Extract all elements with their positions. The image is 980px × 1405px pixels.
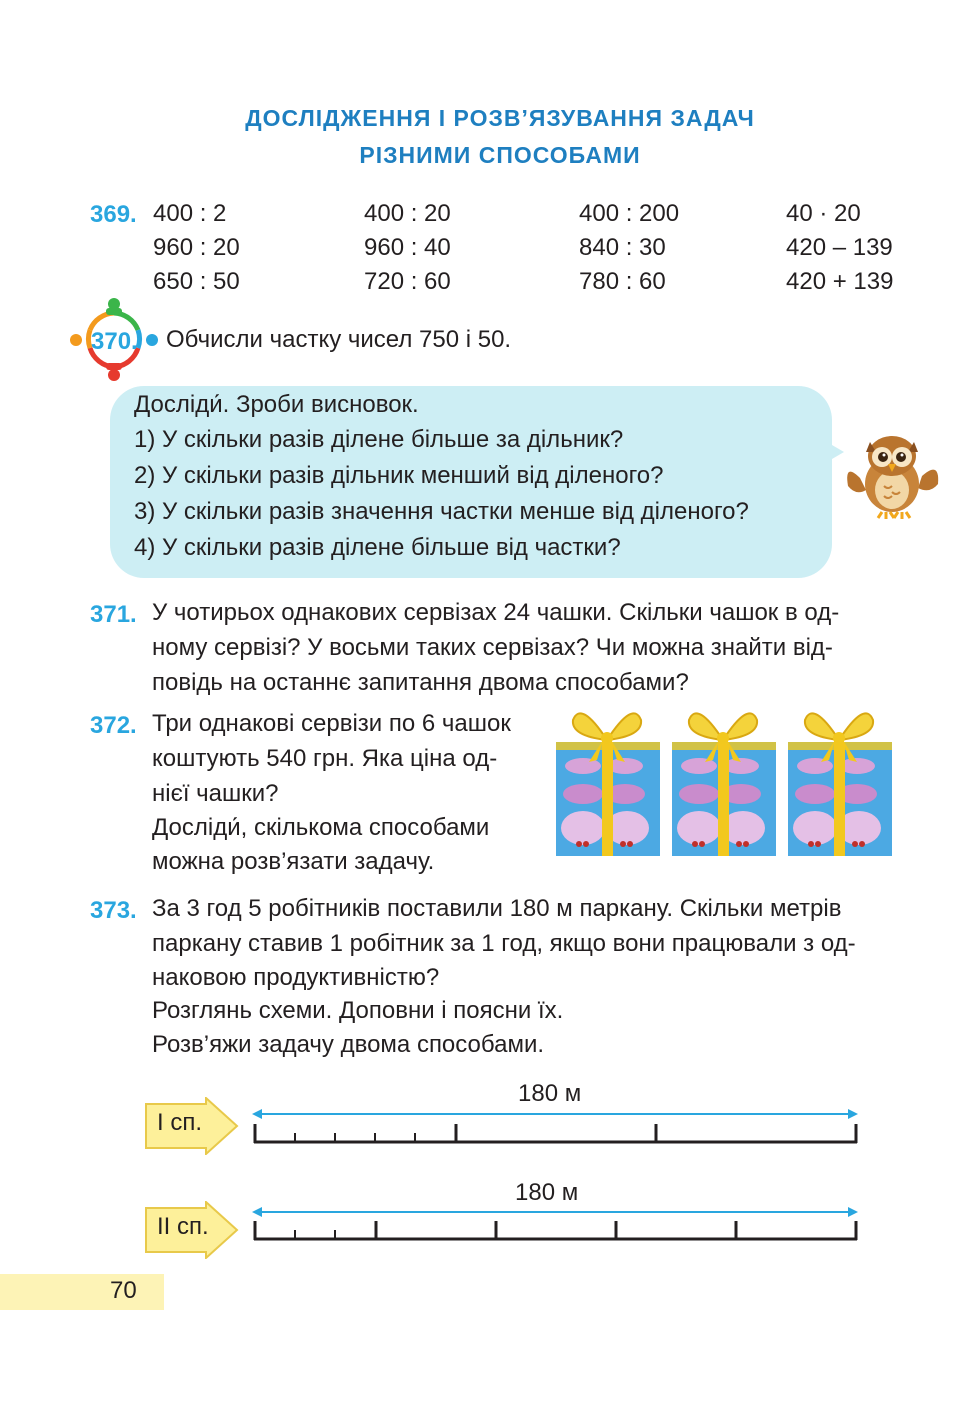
expression: 40 · 20 (786, 200, 861, 227)
exercise-373-line: Розглянь схеми. Доповни і поясни їх. (152, 997, 564, 1024)
expression: 650 : 50 (153, 268, 240, 295)
speech-bubble-tail (820, 438, 844, 466)
expression: 720 : 60 (364, 268, 451, 295)
owl-icon (842, 432, 942, 520)
expression: 400 : 20 (364, 200, 451, 227)
exercise-371-line: ному сервізі? У восьми таких сервізах? Чи можна знайти від- (152, 634, 833, 661)
bubble-question-1: 1) У скільки разів ділене більше за дільник? (134, 426, 624, 453)
tea-set-gift-boxes-image (553, 706, 898, 858)
bubble-intro: Досліди́. Зроби висновок. (134, 391, 419, 418)
scheme-2-segment-diagram (248, 1203, 864, 1243)
expression: 420 + 139 (786, 268, 894, 295)
scheme-1-segment-diagram (248, 1105, 864, 1145)
exercise-372-line: можна розв’язати задачу. (152, 848, 435, 875)
exercise-372-number: 372. (90, 712, 137, 739)
expression: 400 : 2 (153, 200, 227, 227)
exercise-370-number: 370. (91, 328, 138, 355)
exercise-370-text: Обчисли частку чисел 750 і 50. (166, 326, 512, 353)
expression: 960 : 40 (364, 234, 451, 261)
exercise-371-line: повідь на останнє запитання двома способами? (152, 669, 689, 696)
exercise-372-line: нієї чашки? (152, 780, 279, 807)
exercise-373-line: паркану ставив 1 робітник за 1 год, якщо вони працювали з од- (152, 930, 856, 957)
bubble-question-2: 2) У скільки разів дільник менший від діленого? (134, 462, 664, 489)
scheme-2-label: ІІ сп. (157, 1213, 209, 1240)
scheme-2-length-label: 180 м (515, 1179, 579, 1206)
expression: 960 : 20 (153, 234, 240, 261)
exercise-373-line: За 3 год 5 робітників поставили 180 м паркану. Скільки метрів (152, 895, 842, 922)
page-heading-line1: ДОСЛІДЖЕННЯ І РОЗВ’ЯЗУВАННЯ ЗАДАЧ (245, 105, 755, 131)
page-number: 70 (110, 1277, 137, 1304)
exercise-372-line: коштують 540 грн. Яка ціна од- (152, 745, 498, 772)
exercise-373-line: наковою продуктивністю? (152, 964, 440, 991)
exercise-373-line: Розв’яжи задачу двома способами. (152, 1031, 545, 1058)
expression: 400 : 200 (579, 200, 680, 227)
expression: 840 : 30 (579, 234, 666, 261)
expression: 780 : 60 (579, 268, 666, 295)
exercise-369-number: 369. (90, 201, 137, 228)
exercise-373-number: 373. (90, 897, 137, 924)
scheme-1-label: І сп. (157, 1109, 202, 1136)
bubble-question-3: 3) У скільки разів значення частки менше від діленого? (134, 498, 749, 525)
page-heading-line2: РІЗНИМИ СПОСОБАМИ (359, 142, 641, 168)
bubble-question-4: 4) У скільки разів ділене більше від частки? (134, 534, 621, 561)
exercise-371-line: У чотирьох однакових сервізах 24 чашки. Скільки чашок в од- (152, 599, 840, 626)
scheme-1-length-label: 180 м (518, 1080, 582, 1107)
page-number-tab (0, 1274, 164, 1310)
expression: 420 – 139 (786, 234, 893, 261)
exercise-371-number: 371. (90, 601, 137, 628)
exercise-372-line: Досліди́, скількома способами (152, 814, 490, 841)
exercise-372-line: Три однакові сервізи по 6 чашок (152, 710, 511, 737)
